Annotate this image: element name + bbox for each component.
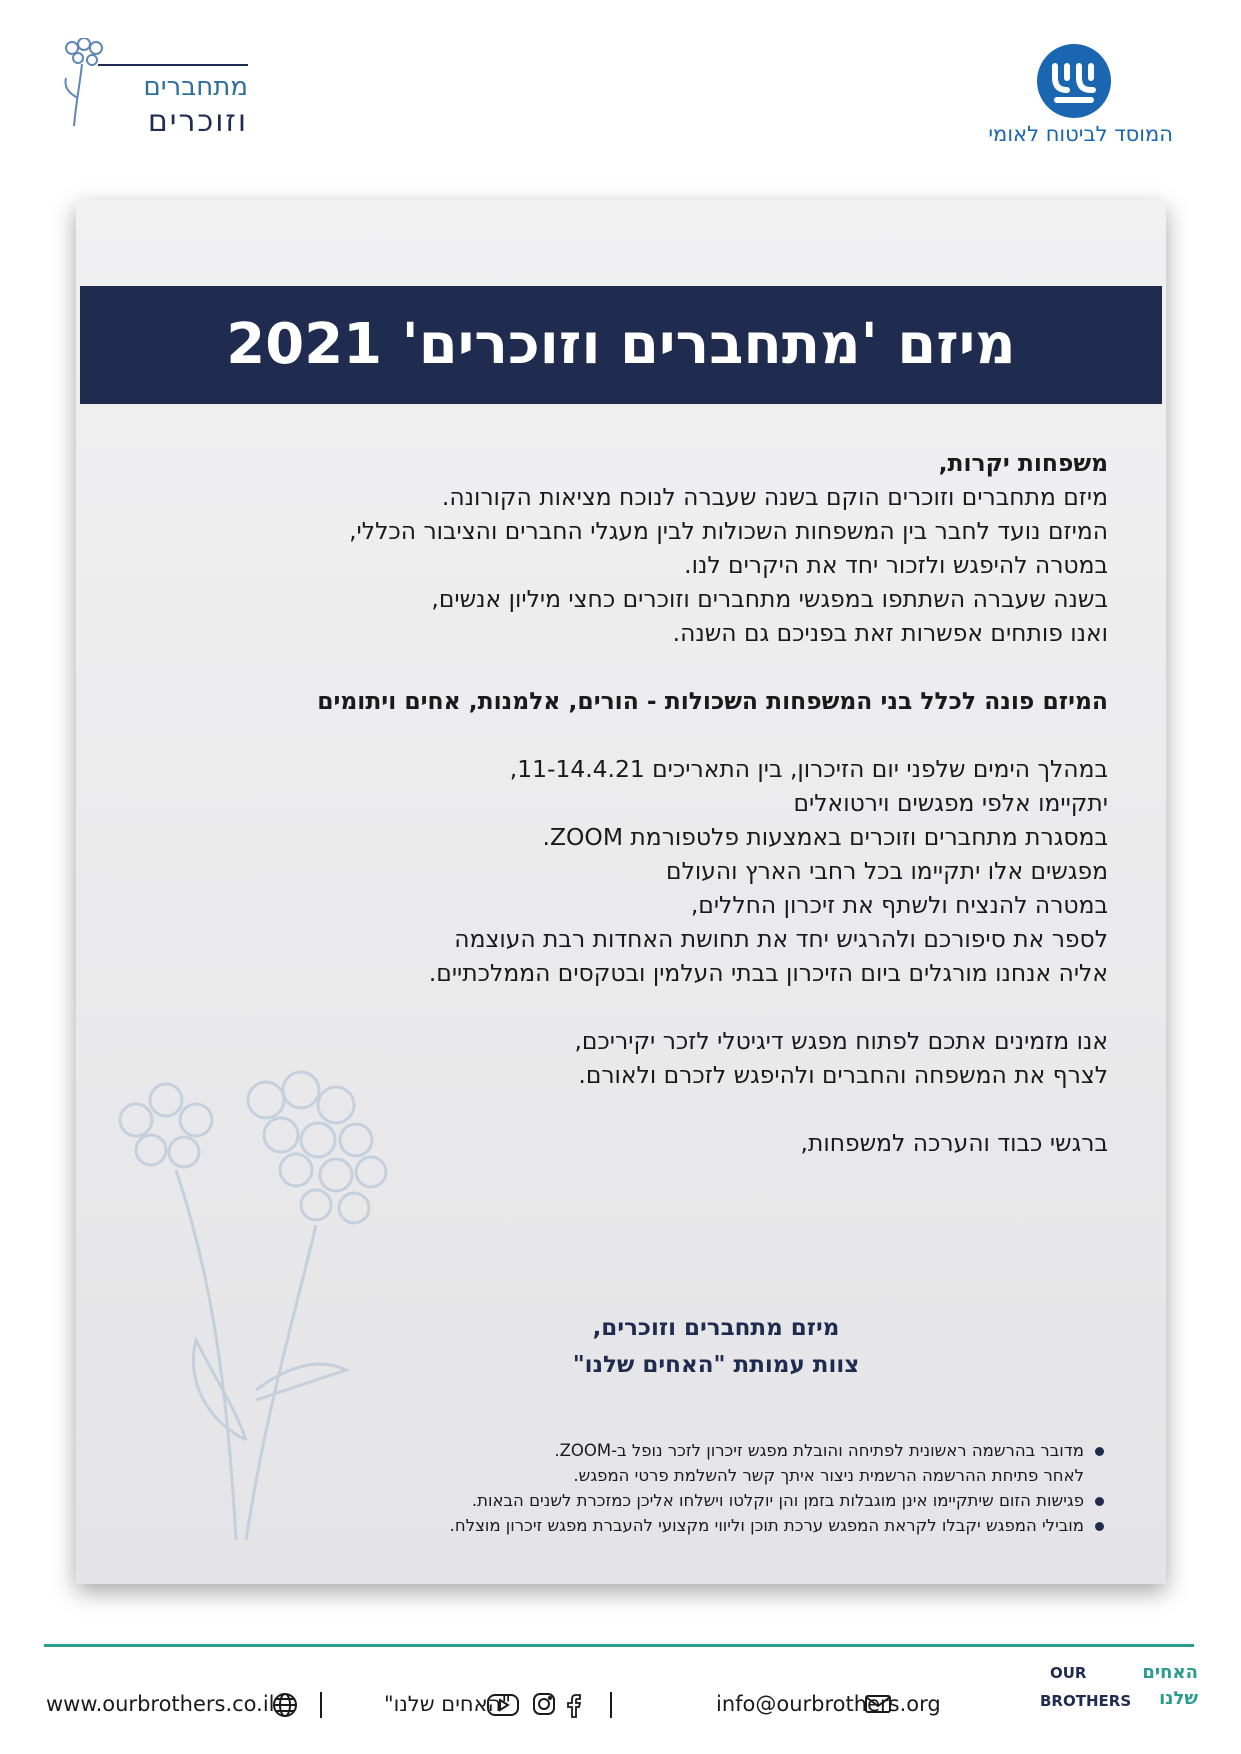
notes-list (306, 1438, 1106, 1538)
emblem-icon (1037, 44, 1111, 118)
paragraph-line: יתקיימו אלפי מפגשים וירטואלים (793, 789, 1108, 817)
note-item: מדובר בהרשמה ראשונית לפתיחה והובלת מפגש זיכרון לזכר נופל ב-ZOOM. (306, 1438, 1106, 1463)
audience-line: המיזם פונה לכלל בני המשפחות השכולות - הורים, אלמנות, אחים ויתומים (317, 687, 1108, 715)
greeting: משפחות יקרות, (938, 449, 1108, 477)
paragraph-line: המיזם נועד לחבר בין המשפחות השכולות לבין מעגלי החברים והציבור הכללי, (349, 517, 1108, 545)
note-item: מובילי המפגש יקבלו לקראת המפגש ערכת תוכן וליווי מקצועי להעברת מפגש זיכרון מוצלח. (306, 1513, 1106, 1538)
paragraph-line: במטרה להנציח ולשתף את זיכרון החללים, (690, 891, 1108, 919)
our-brothers-logo (1040, 1662, 1200, 1722)
mail-icon (864, 1692, 892, 1716)
globe-icon (272, 1692, 298, 1718)
bullet-icon (1095, 1447, 1104, 1456)
flower-logo-icon (58, 38, 118, 128)
paragraph-line: במסגרת מתחברים וזוכרים באמצעות פלטפורמת ZOOM. (542, 823, 1108, 851)
closing-line: ברגשי כבוד והערכה למשפחות, (800, 1129, 1108, 1157)
paragraph-line: בשנה שעברה השתתפו במפגשי מתחברים וזוכרים כחצי מיליון אנשים, (431, 585, 1108, 613)
bullet-icon (1095, 1522, 1104, 1531)
logo-divider (98, 64, 248, 66)
paragraph-line: במהלך הימים שלפני יום הזיכרון, בין התאריכים 11-14.4.21, (509, 755, 1108, 783)
note-item: פגישות הזום שיתקיימו אינן מוגבלות בזמן והן יוקלטו וישלחו אליכן כמזכרת לשנים הבאות. (306, 1488, 1106, 1513)
facebook-icon[interactable] (564, 1692, 582, 1718)
paragraph-line: לספר את סיפורכם ולהרגיש יחד את תחושת האחדות רבת העוצמה (454, 925, 1108, 953)
logo-text-line2: וזוכרים (147, 104, 248, 139)
paragraph-line: מיזם מתחברים וזוכרים הוקם בשנה שעברה לנוכח מציאות הקורונה. (441, 483, 1108, 511)
connect-remember-logo (58, 38, 248, 148)
paragraph-line: במטרה להיפגש ולזכור יחד את היקרים לנו. (684, 551, 1108, 579)
youtube-icon[interactable] (486, 1692, 520, 1718)
footer-separator (320, 1692, 322, 1718)
email-link[interactable]: info@ourbrothers.org (716, 1692, 941, 1716)
footer-separator (610, 1692, 612, 1718)
social-handle[interactable]: "האחים שלנו" (384, 1692, 512, 1716)
org-name: המוסד לביטוח לאומי (988, 122, 1173, 146)
bullet-icon (1095, 1497, 1104, 1506)
brand-english-1: OUR (1050, 1664, 1087, 1682)
paragraph-line: אנו מזמינים אתכם לפתוח מפגש דיגיטלי לזכר יקיריכם, (574, 1027, 1108, 1055)
brand-hebrew-2: שלנו (1159, 1688, 1198, 1709)
instagram-icon[interactable] (532, 1692, 556, 1716)
logo-text-line1: מתחברים (143, 72, 248, 102)
paragraph-line: אליה אנחנו מורגלים ביום הזיכרון בבתי העלמין ובטקסים הממלכתיים. (428, 959, 1108, 987)
footer-divider (44, 1644, 1194, 1647)
signature (516, 1310, 916, 1384)
signature-line2: צוות עמותת "האחים שלנו" (572, 1352, 860, 1378)
paragraph-line: לצרף את המשפחה והחברים ולהיפגש לזכרם ולאורם. (578, 1061, 1108, 1089)
brand-hebrew-1: האחים (1142, 1662, 1198, 1683)
website-link[interactable]: www.ourbrothers.co.il (46, 1692, 275, 1716)
paragraph-line: ואנו פותחים אפשרות זאת בפניכם גם השנה. (672, 619, 1108, 647)
paragraph-line: מפגשים אלו יתקיימו בכל רחבי הארץ והעולם (666, 857, 1108, 885)
signature-line1: מיזם מתחברים וזוכרים, (592, 1315, 840, 1341)
national-insurance-logo (941, 40, 1181, 150)
page-title: מיזם 'מתחברים וזוכרים' 2021 (80, 286, 1162, 404)
letter-card (76, 200, 1166, 1584)
note-item-continued: לאחר פתיחת ההרשמה הרשמית ניצור איתך קשר להשלמת פרטי המפגש. (573, 1466, 1084, 1485)
letter-body (196, 446, 1108, 1160)
brand-english-2: BROTHERS (1040, 1692, 1132, 1710)
